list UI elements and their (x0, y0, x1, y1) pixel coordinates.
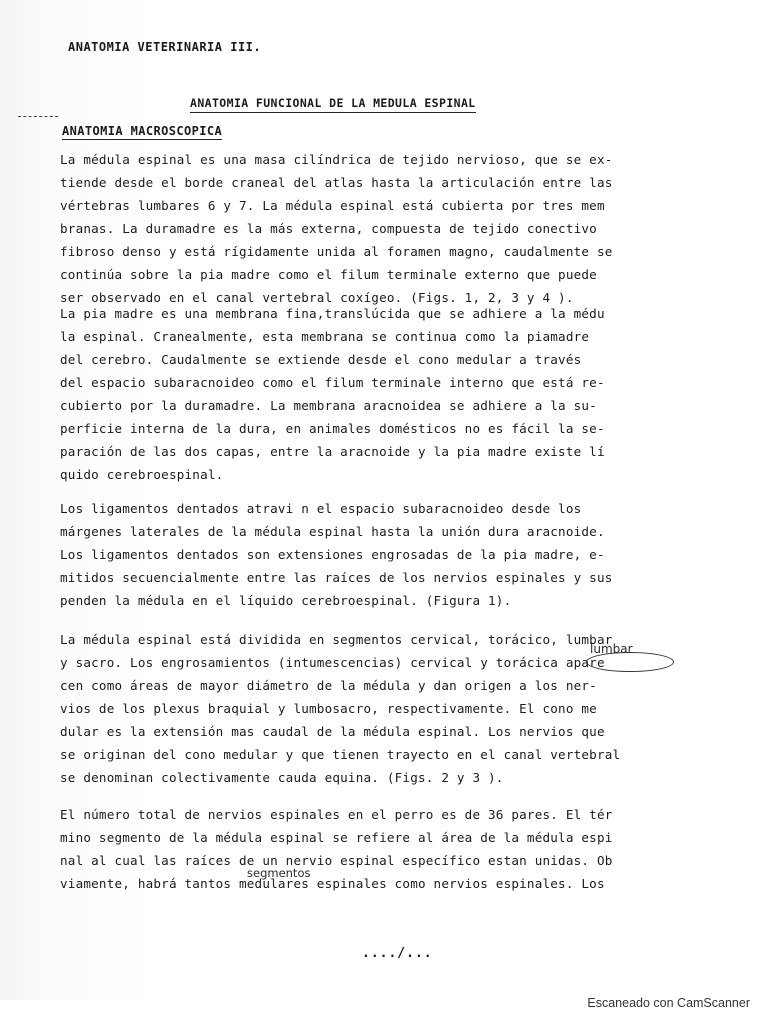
text-line: se denominan colectivamente cauda equina. (Figs. 2 y 3 ). (60, 770, 504, 785)
text-line: márgenes laterales de la médula espinal hasta la unión dura aracnoide. (60, 524, 605, 539)
text-line: cen como áreas de mayor diámetro de la médula y dan origen a los ner- (60, 678, 597, 693)
text-line: perficie interna de la dura, en animales domésticos no es fácil la se- (60, 421, 605, 436)
course-header: ANATOMIA VETERINARIA III. (68, 40, 262, 54)
text-line: nal al cual las raíces de un nervio espinal específico estan unidas. Ob (60, 853, 613, 868)
continuation-mark: ..../... (362, 946, 433, 961)
text-line: vértebras lumbares 6 y 7. La médula espinal está cubierta por tres mem (60, 198, 605, 213)
text-line: ser observado en el canal vertebral coxígeo. (Figs. 1, 2, 3 y 4 ). (60, 290, 574, 305)
text-line: Los ligamentos dentados atravi n el espacio subaracnoideo desde los (60, 501, 582, 516)
text-line: mitidos secuencialmente entre las raíces de los nervios espinales y sus (60, 570, 613, 585)
text-line: fibroso denso y está rígidamente unida al foramen magno, caudalmente se (60, 244, 613, 259)
text-line: dular es la extensión mas caudal de la médula espinal. Los nervios que (60, 724, 605, 739)
text-line: viamente, habrá tantos medulares espinales como nervios espinales. Los (60, 876, 605, 891)
text-line: Los ligamentos dentados son extensiones engrosadas de la pia madre, e- (60, 547, 605, 562)
text-line: quido cerebroespinal. (60, 467, 224, 482)
section-heading: ANATOMIA MACROSCOPICA (62, 124, 223, 138)
text-line: se originan del cono medular y que tienen trayecto en el canal vertebral (60, 747, 621, 762)
paragraph-2 (60, 302, 745, 486)
handwritten-note-lumbar: lumbar (590, 642, 633, 656)
text-line: y sacro. Los engrosamientos (intumescencias) cervical y torácica apare (60, 655, 605, 670)
text-line: la espinal. Cranealmente, esta membrana se continua como la piamadre (60, 329, 590, 344)
text-line: tiende desde el borde craneal del atlas hasta la articulación entre las (60, 175, 613, 190)
text-line: La médula espinal está dividida en segmentos cervical, torácico, lumbar (60, 632, 613, 647)
text-line: mino segmento de la médula espinal se refiere al área de la médula espi (60, 830, 613, 845)
document-title: ANATOMIA FUNCIONAL DE LA MEDULA ESPINAL (190, 96, 476, 113)
text-line: El número total de nervios espinales en el perro es de 36 pares. El tér (60, 807, 613, 822)
text-line: penden la médula en el líquido cerebroespinal. (Figura 1). (60, 593, 512, 608)
text-line: continúa sobre la pia madre como el filum terminale externo que puede (60, 267, 597, 282)
paragraph-5 (60, 803, 745, 895)
text-line: vios de los plexus braquial y lumbosacro, respectivamente. El cono me (60, 701, 597, 716)
text-line: cubierto por la duramadre. La membrana aracnoidea se adhiere a la su- (60, 398, 597, 413)
text-line: del espacio subaracnoideo como el filum terminale interno que está re- (60, 375, 605, 390)
text-line: branas. La duramadre es la más externa, compuesta de tejido conectivo (60, 221, 597, 236)
margin-dashes (18, 116, 58, 117)
camscanner-watermark: Escaneado con CamScanner (587, 996, 750, 1010)
handwritten-note-segmentos: segmentos (247, 866, 311, 880)
text-line: paración de las dos capas, entre la aracnoide y la pia madre existe lí (60, 444, 605, 459)
paragraph-3 (60, 497, 745, 612)
text-line: La médula espinal es una masa cilíndrica de tejido nervioso, que se ex- (60, 152, 613, 167)
text-line: La pia madre es una membrana fina,translúcida que se adhiere a la médu (60, 306, 605, 321)
text-line: del cerebro. Caudalmente se extiende desde el cono medular a través (60, 352, 582, 367)
paragraph-1 (60, 148, 745, 309)
